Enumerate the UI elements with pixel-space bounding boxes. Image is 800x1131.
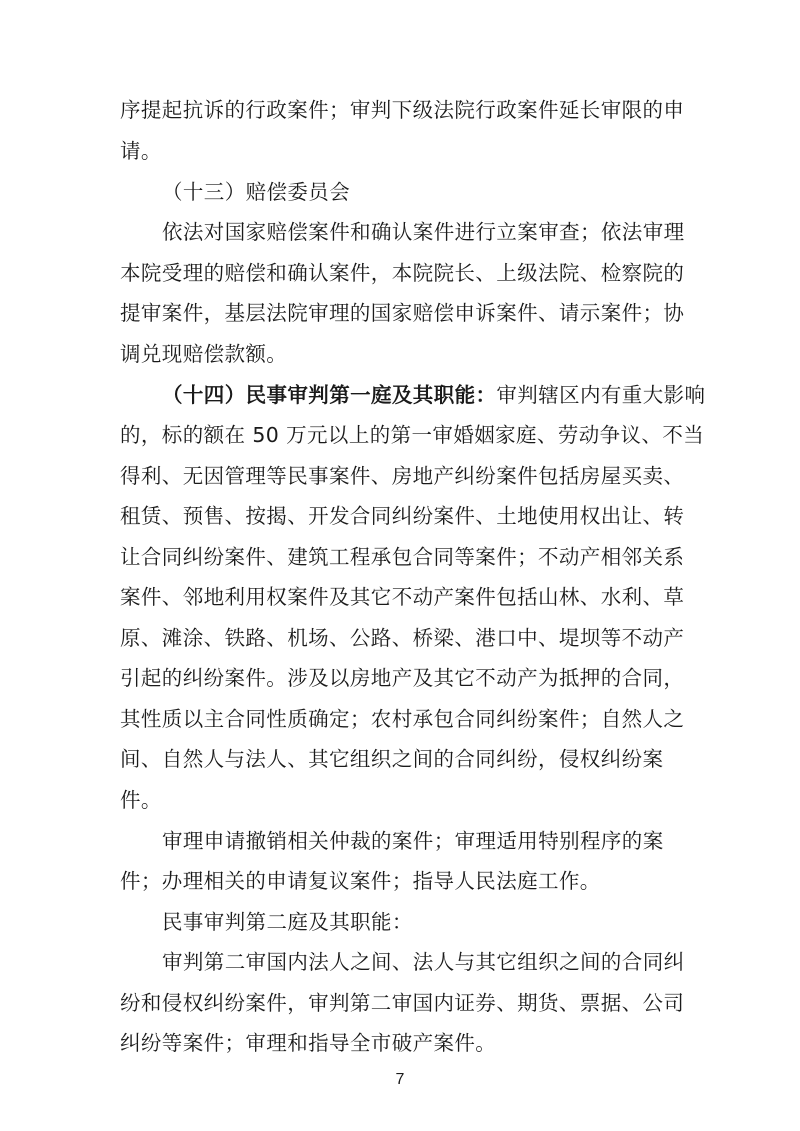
section-heading-line	[162, 380, 705, 410]
section-heading: （十四）民事审判第一庭及其职能：	[162, 383, 497, 407]
text-line: 审判第二审国内法人之间、法人与其它组织之间的合同纠	[162, 950, 685, 974]
text-line: 租赁、预售、按揭、开发合同纠纷案件、土地使用权出让、转	[120, 504, 685, 528]
text-line: 得利、无因管理等民事案件、房地产纠纷案件包括房屋买卖、	[120, 464, 685, 488]
text-line: 纠纷等案件；审理和指导全市破产案件。	[120, 1031, 497, 1055]
text-line: 件。	[120, 788, 162, 812]
text-line: 件；办理相关的申请复议案件；指导人民法庭工作。	[120, 869, 601, 893]
text-line: 调兑现赔偿款额。	[120, 342, 288, 366]
section-heading-text: 审判辖区内有重大影响	[496, 383, 706, 407]
text-line: 纷和侵权纠纷案件，审判第二审国内证券、期货、票据、公司	[120, 991, 685, 1015]
text-line: 间、自然人与法人、其它组织之间的合同纠纷，侵权纠纷案	[120, 747, 664, 771]
page-number: 7	[395, 1071, 405, 1088]
text-line: 序提起抗诉的行政案件；审判下级法院行政案件延长审限的申	[120, 98, 685, 122]
text-line: 提审案件，基层法院审理的国家赔偿申诉案件、请示案件；协	[120, 301, 685, 325]
text-line: 的，标的额在 50 万元以上的第一审婚姻家庭、劳动争议、不当	[120, 423, 705, 447]
text-line: 依法对国家赔偿案件和确认案件进行立案审查；依法审理	[162, 220, 685, 244]
text-line: 引起的纠纷案件。涉及以房地产及其它不动产为抵押的合同，	[120, 666, 685, 690]
text-line: 原、滩涂、铁路、机场、公路、桥梁、港口中、堤坝等不动产	[120, 626, 685, 650]
text-line: 案件、邻地利用权案件及其它不动产案件包括山林、水利、草	[120, 585, 685, 609]
text-line: 请。	[120, 139, 162, 163]
text-line: 审理申请撤销相关仲裁的案件；审理适用特别程序的案	[162, 829, 664, 853]
text-line: 民事审判第二庭及其职能：	[162, 910, 413, 934]
text-line: 让合同纠纷案件、建筑工程承包合同等案件；不动产相邻关系	[120, 545, 685, 569]
section-heading: （十三）赔偿委员会	[162, 180, 351, 204]
text-line: 其性质以主合同性质确定；农村承包合同纠纷案件；自然人之	[120, 707, 685, 731]
text-line: 本院受理的赔偿和确认案件，本院院长、上级法院、检察院的	[120, 261, 685, 285]
